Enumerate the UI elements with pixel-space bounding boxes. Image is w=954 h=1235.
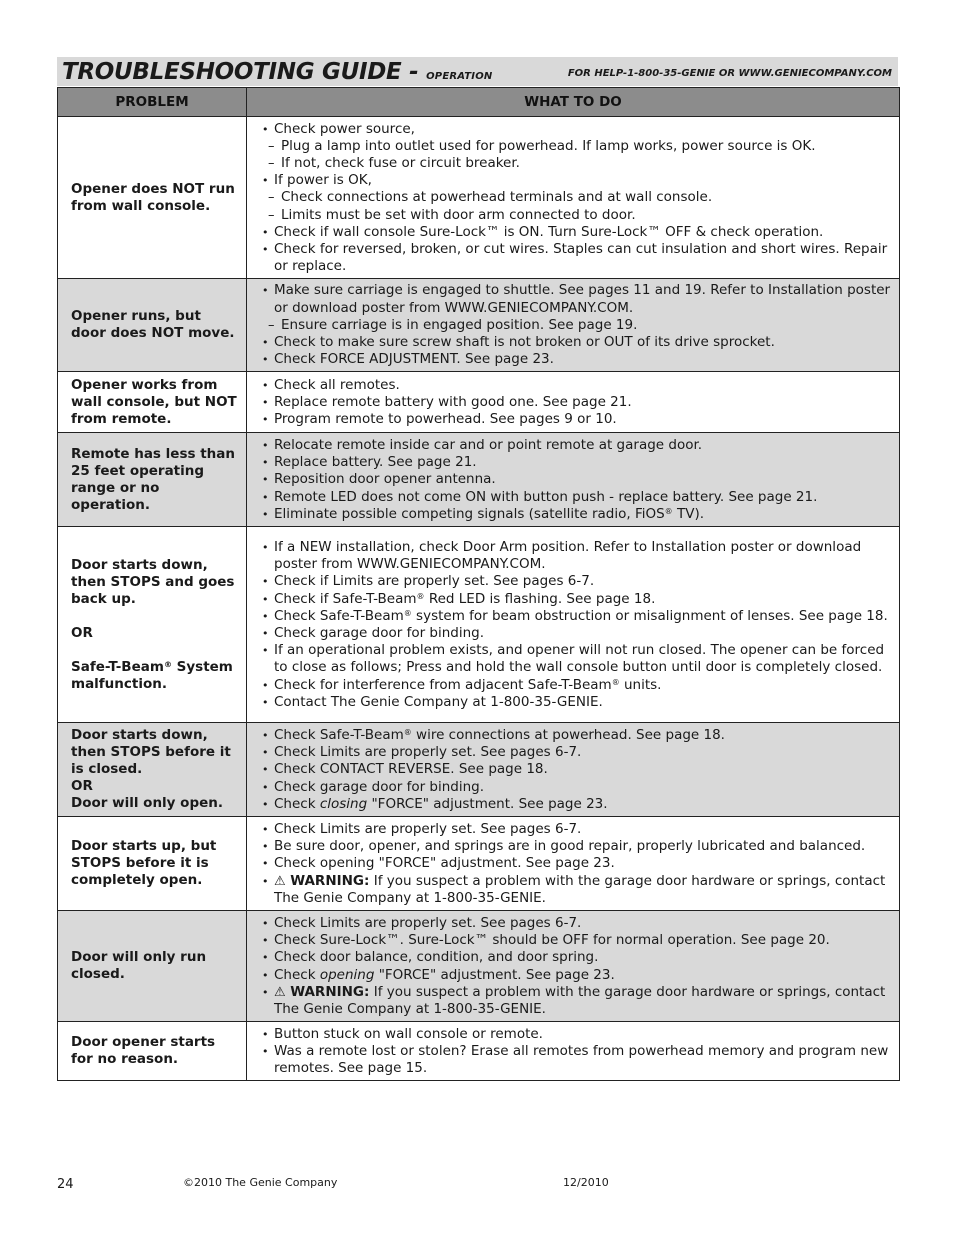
item-text: Check garage door for binding. <box>274 625 485 641</box>
table-header-row <box>58 88 900 117</box>
troubleshooting-table <box>57 87 900 1081</box>
solution-item <box>260 539 893 573</box>
solution-item <box>260 506 893 523</box>
warning-label <box>274 873 369 889</box>
solution-item <box>260 642 893 676</box>
page-header <box>57 57 898 86</box>
solution-item <box>260 915 893 932</box>
solution-item <box>260 608 893 625</box>
revision-date: 12/2010 <box>563 1176 609 1189</box>
problem-cell <box>58 372 247 433</box>
solution-item <box>260 282 893 316</box>
problem-text: Opener does NOT run from wall console. <box>71 180 235 214</box>
warning-text: WARNING: <box>290 872 370 889</box>
item-text: Contact The Genie Company at 1-800-35-GENIE. <box>274 693 603 710</box>
item-text: Check garage door for binding. <box>274 778 485 795</box>
item-text: Check for reversed, broken, or cut wires. Staples can cut insulation and short wires. Repair or replace. <box>274 241 888 275</box>
solution-cell <box>247 817 900 911</box>
item-text: "FORCE" adjustment. See page 23. <box>374 966 615 983</box>
table-row <box>58 433 900 527</box>
table-row <box>58 911 900 1022</box>
item-text: Check to make sure screw shaft is not broken or OUT of its drive sprocket. <box>274 334 775 351</box>
item-emphasis: opening <box>319 966 375 983</box>
solution-cell <box>247 279 900 372</box>
problem-text: Remote has less than 25 feet operating range or no operation. <box>71 445 235 513</box>
solution-item <box>260 694 893 711</box>
item-text: Check if wall console Sure-Lock™ is ON. Turn Sure-Lock™ OFF & check operation. <box>274 223 824 240</box>
problem-cell <box>58 817 247 911</box>
item-text: Ensure carriage is in engaged position. See page 19. <box>281 316 638 333</box>
solution-cell <box>247 433 900 527</box>
solution-item <box>260 1043 893 1077</box>
page-subtitle: OPERATION <box>426 71 493 82</box>
table-row <box>58 527 900 723</box>
problem-text: Door starts down, then STOPS before it is closed. <box>71 727 231 777</box>
solution-subitem <box>260 317 893 334</box>
solution-cell <box>247 1022 900 1081</box>
table-row <box>58 117 900 279</box>
problem-cell <box>58 527 247 723</box>
item-text: Check Limits are properly set. See pages 6-7. <box>274 744 582 761</box>
solution-list <box>260 539 893 711</box>
solution-item <box>260 821 893 838</box>
solution-item <box>260 677 893 694</box>
solution-item <box>260 241 893 275</box>
table-body <box>58 117 900 1081</box>
solution-cell <box>247 372 900 433</box>
solution-item <box>260 949 893 966</box>
problem-cell <box>58 911 247 1022</box>
table-row <box>58 279 900 372</box>
solution-item <box>260 744 893 761</box>
solution-item <box>260 591 893 608</box>
solution-list <box>260 377 893 429</box>
page-title <box>62 59 492 90</box>
item-text: Check FORCE ADJUSTMENT. See page 23. <box>274 351 554 368</box>
problem-text <box>71 608 240 625</box>
item-text: Remote LED does not come ON with button push - replace battery. See page 21. <box>274 488 818 505</box>
item-text: Check Sure-Lock™. Sure-Lock™ should be OFF for normal operation. See page 20. <box>274 932 830 949</box>
item-text: Check power source, <box>274 120 415 137</box>
solution-item <box>260 761 893 778</box>
solution-item <box>260 121 893 138</box>
page-number: 24 <box>57 1177 74 1192</box>
solution-item <box>260 351 893 368</box>
item-text: Make sure carriage is engaged to shuttle. See pages 11 and 19. Refer to Installation poster or download poster from WWW.GENIECOMPANY.COM. <box>274 282 891 316</box>
problem-cell <box>58 1022 247 1081</box>
item-text: If you suspect a problem with the garage door hardware or springs, contact The Genie Company at 1-800-35-GENIE. <box>274 872 886 906</box>
solution-cell <box>247 527 900 723</box>
item-text: Check Safe-T-Beam® system for beam obstruction or misalignment of lenses. See page 18. <box>274 607 888 624</box>
solution-item <box>260 377 893 394</box>
solution-list <box>260 121 893 276</box>
column-header-what-to-do: WHAT TO DO <box>247 88 900 117</box>
solution-item <box>260 873 893 907</box>
solution-list <box>260 437 893 523</box>
solution-item <box>260 779 893 796</box>
solution-cell <box>247 723 900 817</box>
solution-item <box>260 334 893 351</box>
solution-item <box>260 967 893 984</box>
item-text: Check if Limits are properly set. See pages 6-7. <box>274 573 595 590</box>
item-text: If you suspect a problem with the garage door hardware or springs, contact The Genie Company at 1-800-35-GENIE. <box>274 983 886 1017</box>
solution-subitem <box>260 189 893 206</box>
solution-item <box>260 855 893 872</box>
solution-subitem <box>260 207 893 224</box>
solution-list <box>260 727 893 813</box>
problem-text: Door opener starts for no reason. <box>71 1034 216 1067</box>
item-text: Check Limits are properly set. See pages 6-7. <box>274 820 582 837</box>
solution-item <box>260 454 893 471</box>
item-prefix: Check <box>274 795 320 812</box>
solution-subitem <box>260 155 893 172</box>
warning-triangle-icon: ⚠ <box>274 984 291 1000</box>
item-text: Relocate remote inside car and or point remote at garage door. <box>274 436 703 453</box>
solution-list <box>260 282 893 368</box>
solution-item <box>260 489 893 506</box>
item-text: Be sure door, opener, and springs are in good repair, properly lubricated and balanced. <box>274 838 866 855</box>
solution-item <box>260 796 893 813</box>
solution-item <box>260 224 893 241</box>
solution-item <box>260 727 893 744</box>
warning-text: WARNING: <box>290 983 370 1000</box>
item-text: Button stuck on wall console or remote. <box>274 1025 543 1042</box>
item-text: If an operational problem exists, and opener will not run closed. The opener can be forced to close as follows; Press and hold the wall console button until door is completely closed. <box>274 642 885 676</box>
table-row <box>58 723 900 817</box>
item-text: Check connections at powerhead terminals and at wall console. <box>281 189 713 206</box>
item-text: Reposition door opener antenna. <box>274 471 496 488</box>
problem-cell <box>58 117 247 279</box>
problem-text: Safe-T-Beam® System malfunction. <box>71 658 233 692</box>
item-text: If not, check fuse or circuit breaker. <box>281 154 520 171</box>
table-row <box>58 372 900 433</box>
solution-item <box>260 437 893 454</box>
problem-text: Door will only open. <box>71 795 224 811</box>
column-header-problem: PROBLEM <box>58 88 247 117</box>
item-text: If a NEW installation, check Door Arm position. Refer to Installation poster or download poster from WWW.GENIECOMPANY.COM. <box>274 538 862 573</box>
item-emphasis: closing <box>319 795 368 812</box>
item-text: "FORCE" adjustment. See page 23. <box>367 795 608 812</box>
solution-item <box>260 838 893 855</box>
solution-item <box>260 573 893 590</box>
item-text: Check door balance, condition, and door spring. <box>274 949 599 966</box>
problem-text: OR <box>71 624 93 641</box>
problem-cell <box>58 433 247 527</box>
item-text: Check for interference from adjacent Safe-T-Beam® units. <box>274 676 662 693</box>
item-text: Check all remotes. <box>274 376 400 393</box>
problem-text: Opener works from wall console, but NOT from remote. <box>71 376 237 427</box>
item-text: Replace remote battery with good one. See page 21. <box>274 393 632 410</box>
item-text: Limits must be set with door arm connected to door. <box>281 206 636 223</box>
table-row <box>58 817 900 911</box>
solution-subitem <box>260 138 893 155</box>
item-text: Replace battery. See page 21. <box>274 454 477 471</box>
item-text: Was a remote lost or stolen? Erase all remotes from powerhead memory and program new remotes. See page 15. <box>274 1042 889 1077</box>
problem-cell <box>58 279 247 372</box>
solution-item <box>260 1026 893 1043</box>
problem-text: OR <box>71 778 93 794</box>
item-text: Eliminate possible competing signals (satellite radio, FiOS® TV). <box>274 505 705 522</box>
problem-cell <box>58 723 247 817</box>
item-text: Check Safe-T-Beam® wire connections at powerhead. See page 18. <box>274 726 725 743</box>
problem-text: Opener runs, but door does NOT move. <box>71 308 235 341</box>
problem-text: Door starts down, then STOPS and goes back up. <box>71 556 235 607</box>
item-text: Plug a lamp into outlet used for powerhead. If lamp works, power source is OK. <box>281 137 816 154</box>
item-text: Check if Safe-T-Beam® Red LED is flashing. See page 18. <box>274 590 656 607</box>
solution-list <box>260 1026 893 1078</box>
solution-item <box>260 172 893 189</box>
item-text: Check CONTACT REVERSE. See page 18. <box>274 761 548 778</box>
item-text: If power is OK, <box>274 172 372 189</box>
solution-item <box>260 471 893 488</box>
solution-item <box>260 394 893 411</box>
problem-text: Door starts up, but STOPS before it is completely open. <box>71 838 217 888</box>
solution-cell <box>247 911 900 1022</box>
warning-label <box>274 984 369 1000</box>
item-prefix: Check <box>274 966 320 983</box>
solution-item <box>260 984 893 1018</box>
help-line: FOR HELP-1-800-35-GENIE OR WWW.GENIECOMPANY.COM <box>567 68 892 79</box>
solution-list <box>260 915 893 1018</box>
solution-cell <box>247 117 900 279</box>
item-text: Check opening "FORCE" adjustment. See page 23. <box>274 855 615 872</box>
item-text: Check Limits are properly set. See pages 6-7. <box>274 914 582 931</box>
solution-item <box>260 411 893 428</box>
problem-text: Door will only run closed. <box>71 949 207 982</box>
warning-triangle-icon: ⚠ <box>274 873 291 889</box>
table-row <box>58 1022 900 1081</box>
problem-text <box>71 642 240 659</box>
solution-list <box>260 821 893 907</box>
title-text: TROUBLESHOOTING GUIDE - <box>62 59 427 85</box>
solution-item <box>260 625 893 642</box>
copyright-notice: ©2010 The Genie Company <box>183 1176 338 1189</box>
item-text: Program remote to powerhead. See pages 9 or 10. <box>274 411 617 428</box>
solution-item <box>260 932 893 949</box>
